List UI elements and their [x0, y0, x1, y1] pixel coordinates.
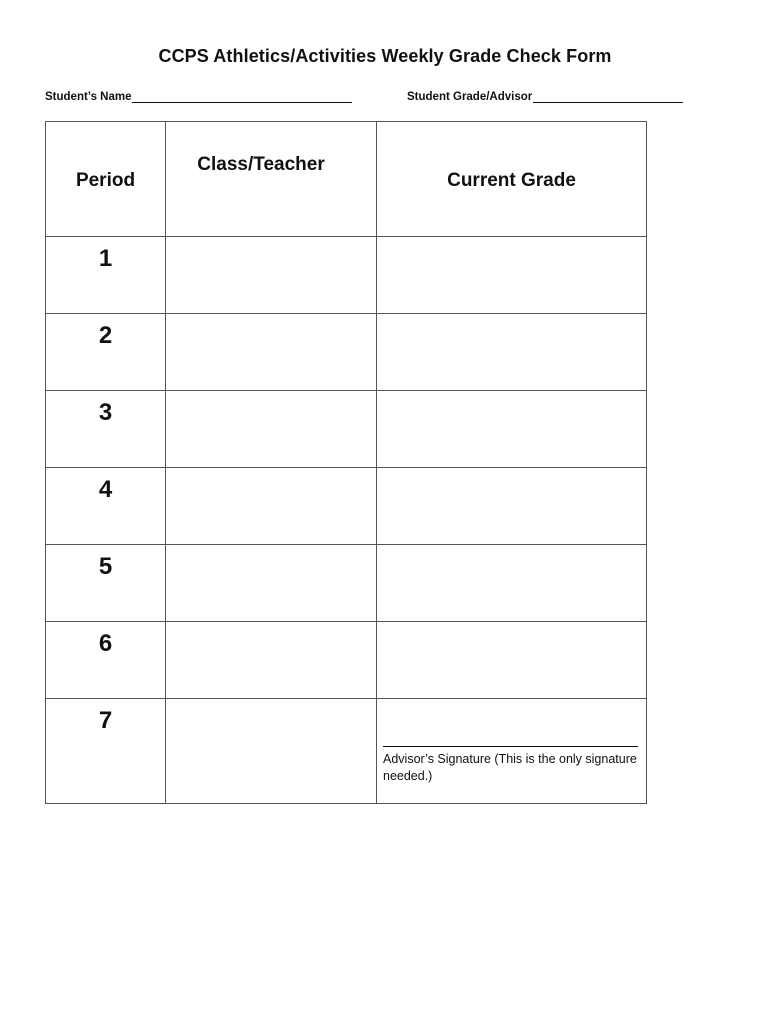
period-number: 6: [98, 630, 113, 657]
period-cell: [46, 391, 166, 468]
class-teacher-cell[interactable]: [166, 699, 377, 804]
class-teacher-cell[interactable]: [166, 237, 377, 314]
student-name-field[interactable]: [45, 90, 352, 103]
student-grade-advisor-label: Student Grade/Advisor: [407, 91, 533, 103]
current-grade-cell[interactable]: [377, 391, 647, 468]
student-grade-advisor-field[interactable]: [407, 90, 683, 103]
form-title: CCPS Athletics/Activities Weekly Grade Check Form: [158, 46, 612, 66]
current-grade-cell[interactable]: [377, 545, 647, 622]
class-teacher-cell[interactable]: [166, 622, 377, 699]
current-grade-cell[interactable]: [377, 468, 647, 545]
table-row: [46, 391, 647, 468]
table-row: [46, 237, 647, 314]
current-grade-cell[interactable]: [377, 237, 647, 314]
table-header-row: [46, 122, 647, 237]
period-number: 4: [98, 476, 113, 503]
period-number: 1: [98, 245, 113, 272]
table-row: [46, 622, 647, 699]
header-class-teacher-cell: [166, 122, 377, 237]
advisor-signature-caption: Advisor’s Signature (This is the only signature needed.): [383, 752, 637, 783]
table-row: [46, 468, 647, 545]
table-row: [46, 545, 647, 622]
current-grade-cell[interactable]: [377, 314, 647, 391]
table-row: [46, 314, 647, 391]
grade-check-table: [45, 121, 647, 804]
header-class-teacher: Class/Teacher: [197, 154, 325, 175]
period-number: 2: [98, 322, 113, 349]
period-number: 5: [98, 553, 113, 580]
class-teacher-cell[interactable]: [166, 314, 377, 391]
period-cell: [46, 237, 166, 314]
class-teacher-cell[interactable]: [166, 468, 377, 545]
advisor-signature-cell[interactable]: [377, 699, 647, 804]
header-period-cell: [46, 122, 166, 237]
advisor-signature-line[interactable]: [383, 746, 638, 747]
table-row: [46, 699, 647, 804]
period-cell: [46, 314, 166, 391]
period-cell: [46, 468, 166, 545]
student-grade-advisor-line[interactable]: [533, 90, 683, 103]
period-number: 7: [98, 707, 113, 734]
header-current-grade-cell: [377, 122, 647, 237]
student-name-line[interactable]: [132, 90, 352, 103]
current-grade-cell[interactable]: [377, 622, 647, 699]
student-name-label: Student’s Name: [45, 91, 132, 103]
period-number: 3: [98, 399, 113, 426]
class-teacher-cell[interactable]: [166, 391, 377, 468]
period-cell: [46, 699, 166, 804]
header-period: Period: [75, 170, 136, 191]
advisor-signature-block: [383, 746, 639, 785]
class-teacher-cell[interactable]: [166, 545, 377, 622]
header-current-grade: Current Grade: [447, 170, 576, 191]
period-cell: [46, 545, 166, 622]
period-cell: [46, 622, 166, 699]
